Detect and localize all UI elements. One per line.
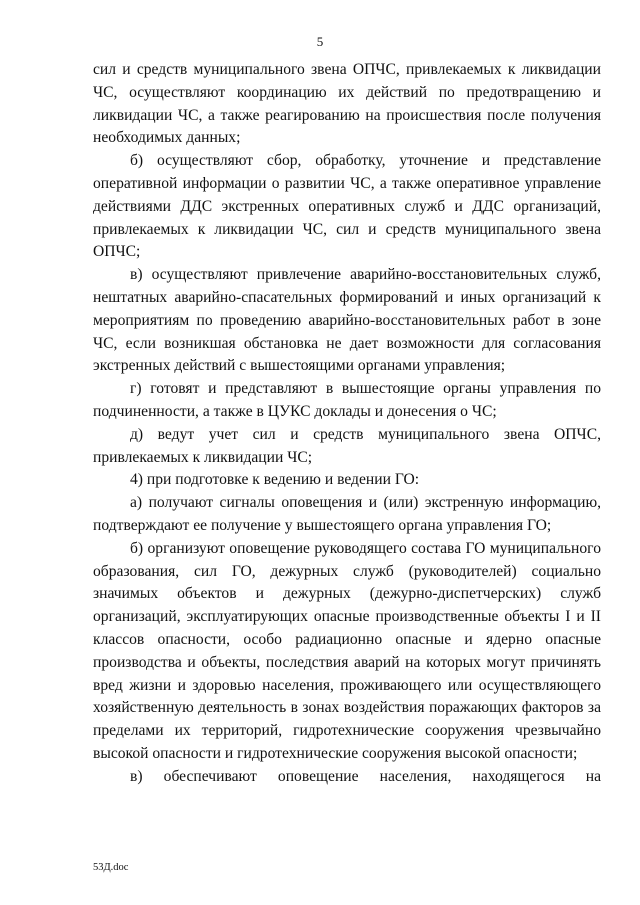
page-number: 5 <box>316 34 324 49</box>
footer-filename: 53Д.doc <box>93 862 129 873</box>
paragraph-item-d: д) ведут учет сил и средств муниципального звена ОПЧС, привлекаемых к ликвидации ЧС; <box>93 425 601 466</box>
document-body <box>93 59 601 789</box>
paragraph-section-4: 4) при подготовке к ведению и ведении ГО: <box>130 471 420 489</box>
paragraph-continuation: сил и средств муниципального звена ОПЧС, привлекаемых к ликвидации ЧС, осуществляют координацию их действий по предотвращению и ликвидации ЧС, а также реагированию на происшествия после получения необходимых данных; <box>93 61 601 147</box>
paragraph-item-v: в) осуществляют привлечение аварийно-восстановительных служб, нештатных аварийно-спасательных формирований и иных организаций к мероприятиям по проведению аварийно-восстановительных работ в зоне ЧС, если возникшая обстановка не дает возможности для согласования экстренных действий с вышестоящими органами управления; <box>93 266 601 375</box>
paragraph-item-g: г) готовят и представляют в вышестоящие органы управления по подчиненности, а также в ЦУКС доклады и донесения о ЧС; <box>93 380 601 420</box>
paragraph-item-b-go: б) организуют оповещение руководящего состава ГО муниципального образования, сил ГО, дежурных служб (руководителей) социально значимых объектов и дежурных (дежурно-диспетчерских) служб организаций, эксплуатирующих опасные производственные объекты I и II классов опасности, особо радиационно опасные и ядерно опасные производства и объекты, последствия аварий на которых могут причинять вред жизни и здоровью населения, проживающего или осуществляющего хозяйственную деятельность в зонах воздействия поражающих факторов за пределами их территорий, гидротехнические сооружения чрезвычайно высокой опасности и гидротехнические сооружения высокой опасности; <box>93 539 601 762</box>
paragraph-item-v-go: в) обеспечивают оповещение населения, находящегося на <box>130 767 601 785</box>
paragraph-item-a: а) получают сигналы оповещения и (или) экстренную информацию, подтверждают ее получение у вышестоящего органа управления ГО; <box>93 494 601 534</box>
paragraph-item-b: б) осуществляют сбор, обработку, уточнение и представление оперативной информации о развитии ЧС, а также оперативное управление действиями ДДС экстренных оперативных служб и ДДС организаций, привлекаемых к ликвидации ЧС, сил и средств муниципального звена ОПЧС; <box>93 152 601 261</box>
